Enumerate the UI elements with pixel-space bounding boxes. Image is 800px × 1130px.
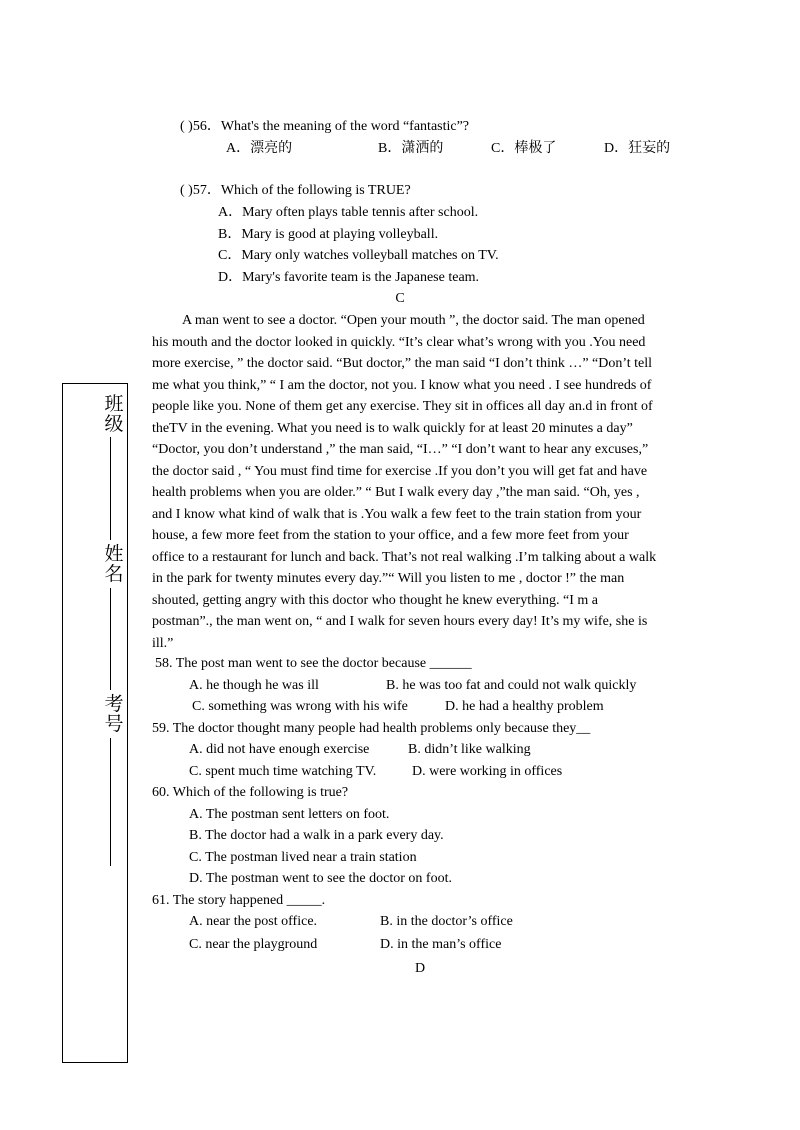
q58-option-a: A. he though he was ill — [189, 678, 319, 693]
q58-option-d: D. he had a healthy problem — [445, 699, 604, 714]
q60-option-b: B. The doctor had a walk in a park every day. — [189, 828, 444, 843]
q56-option-d: D．狂妄的 — [604, 141, 671, 156]
class-write-line — [110, 437, 111, 540]
number-write-line — [110, 738, 111, 866]
q56-stem: ( )56．What's the meaning of the word “fantastic”? — [180, 119, 470, 134]
number-label-char-2: 号 — [104, 713, 124, 735]
q60-option-d: D. The postman went to see the doctor on foot. — [189, 871, 452, 886]
q61-option-b: B. in the doctor’s office — [380, 914, 513, 929]
q60-option-a: A. The postman sent letters on foot. — [189, 807, 390, 822]
q59-option-d: D. were working in offices — [412, 764, 563, 779]
q59-option-a: A. did not have enough exercise — [189, 742, 370, 757]
q59-option-c: C. spent much time watching TV. — [189, 764, 377, 779]
name-label-char-2: 名 — [104, 563, 124, 585]
passage-line: theTV in the evening. What you need is to walk quickly for at least 20 minutes a day” — [152, 420, 633, 436]
q57-option-d: D．Mary's favorite team is the Japanese team. — [218, 270, 480, 285]
q56-option-c: C．棒极了 — [491, 141, 557, 156]
class-label-char-2: 级 — [104, 413, 124, 435]
q57-option-a: A．Mary often plays table tennis after school. — [218, 205, 479, 220]
q61-stem: 61. The story happened _____. — [152, 893, 326, 908]
passage-line: the doctor said , “ You must find time for exercise .If you don’t you will get fat and have — [152, 463, 648, 479]
section-c-heading: C — [395, 291, 405, 306]
q59-stem: 59. The doctor thought many people had health problems only because they__ — [152, 721, 591, 736]
q58-option-c: C. something was wrong with his wife — [192, 699, 408, 714]
passage-line: A man went to see a doctor. “Open your mouth ”, the doctor said. The man opened — [182, 313, 645, 328]
class-label-char-1: 班 — [104, 393, 124, 415]
q57-stem: ( )57．Which of the following is TRUE? — [180, 183, 411, 198]
passage-line: his mouth and the doctor looked in quickly. “It’s clear what’s wrong with you .You need — [152, 334, 646, 350]
name-write-line — [110, 588, 111, 690]
q61-option-a: A. near the post office. — [189, 914, 318, 929]
passage-line: more exercise, ” the doctor said. “But doctor,” the man said “I don’t think …” “Don’t tell — [152, 356, 653, 371]
q58-stem: 58. The post man went to see the doctor because ______ — [155, 656, 472, 671]
passage-line: “Doctor, you don’t understand ,” the man said, “I…” “I don’t want to hear any excuses,” — [152, 442, 649, 457]
q61-option-d: D. in the man’s office — [380, 937, 502, 952]
q56-option-b: B．潇洒的 — [378, 141, 444, 156]
q57-option-c: C．Mary only watches volleyball matches on TV. — [218, 248, 499, 263]
passage-line: in the park for twenty minutes every day.”“ Will you listen to me , doctor !” the man — [152, 571, 625, 586]
passage-line: people like you. None of them get any exercise. They sit in offices all day an.d in front of — [152, 399, 653, 414]
q57-option-b: B．Mary is good at playing volleyball. — [218, 227, 439, 242]
q59-option-b: B. didn’t like walking — [408, 742, 531, 757]
q60-option-c: C. The postman lived near a train station — [189, 850, 417, 865]
passage-line: office to a restaurant for lunch and back. That’s not real walking .I’m talking about a walk — [152, 549, 657, 565]
passage-line: postman”., the man went on, “ and I walk for seven hours every day! It’s my wife, she is — [152, 614, 648, 629]
passage-line: house, a few more feet from the station to your office, and a few more feet from your — [152, 528, 629, 543]
number-label-char-1: 考 — [104, 693, 124, 715]
q56-option-a: A．漂亮的 — [226, 141, 293, 156]
passage-line: health problems when you are older.” “ But I walk every day ,”the man said. “Oh, yes , — [152, 485, 640, 500]
passage-line: shouted, getting angry with this doctor who thought he knew everything. “I m a — [152, 592, 598, 608]
name-label-char-1: 姓 — [104, 543, 124, 565]
passage-line: ill.” — [152, 635, 174, 651]
passage-c — [152, 310, 685, 654]
q61-option-c: C. near the playground — [189, 937, 318, 952]
passage-line: and I know what kind of walk that is .You walk a few feet to the train station from your — [152, 506, 642, 522]
q58-option-b: B. he was too fat and could not walk quickly — [386, 678, 637, 693]
section-d-heading: D — [414, 961, 426, 976]
passage-line: me what you think,” “ I am the doctor, not you. I know what you need . I see hundreds of — [152, 377, 652, 393]
q60-stem: 60. Which of the following is true? — [152, 785, 349, 800]
